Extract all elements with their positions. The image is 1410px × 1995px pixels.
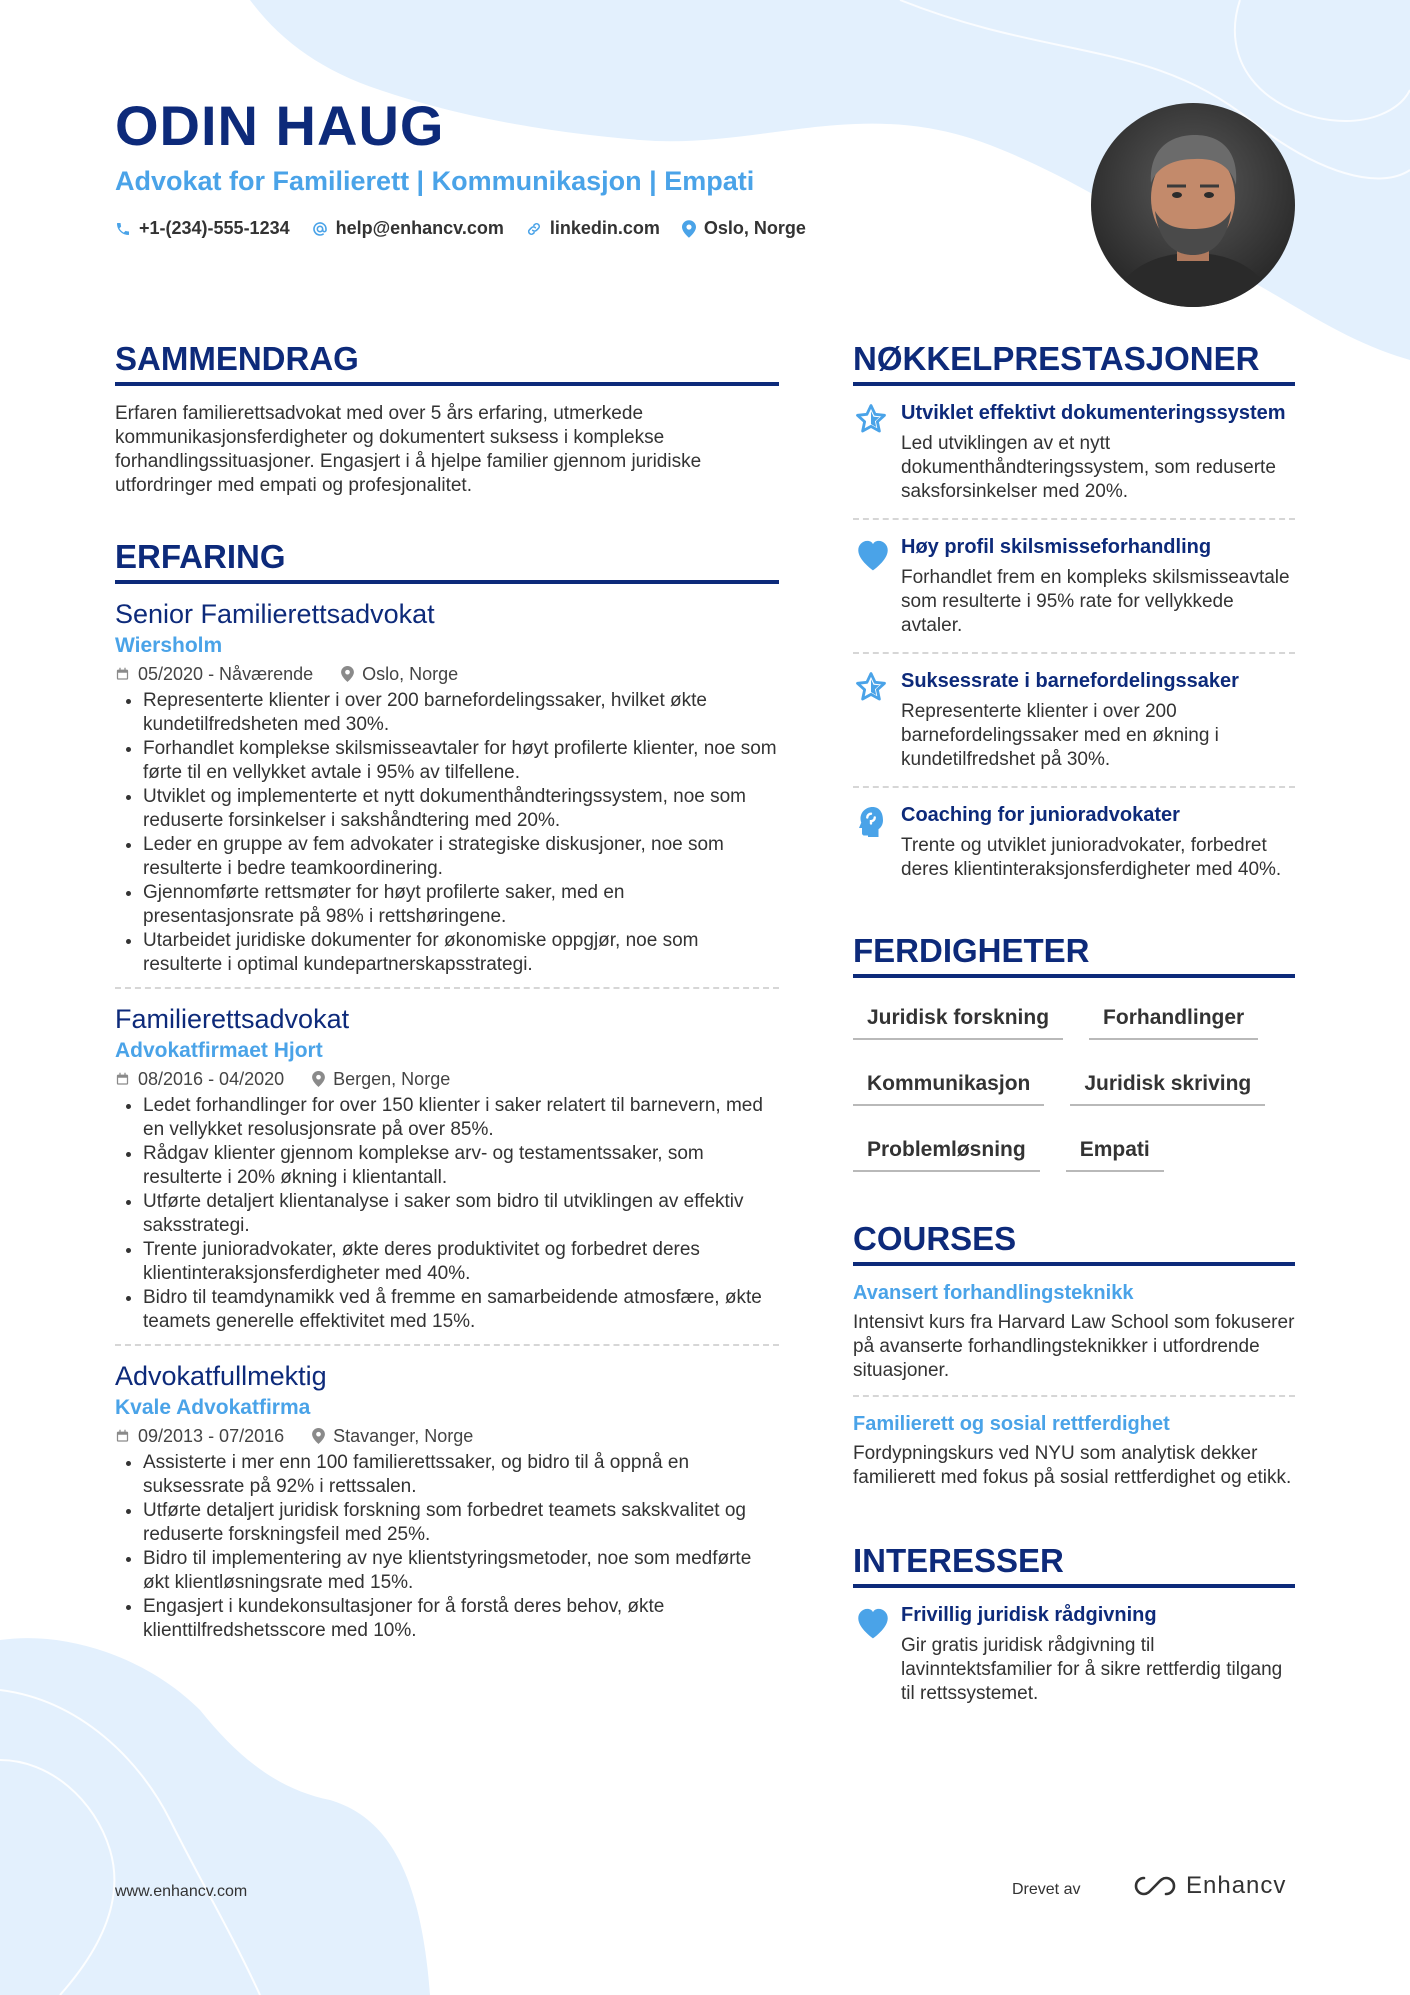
skill-tag: Juridisk skriving bbox=[1070, 1062, 1265, 1106]
location-pin-icon bbox=[341, 666, 354, 682]
achievement-text: Trente og utviklet junioradvokater, forbedret deres klientinteraksjonsferdigheter med 40%. bbox=[901, 834, 1282, 880]
achievement-item bbox=[853, 788, 1295, 896]
job-bullet: • Utarbeidet juridiske dokumenter for økonomiske oppgjør, noe som resulterte i optimal kundepartnerskapsstrategi. bbox=[143, 929, 779, 977]
experience-section bbox=[115, 538, 779, 1653]
job-dates: 08/2016 - 04/2020 bbox=[138, 1068, 285, 1089]
at-icon bbox=[312, 221, 328, 237]
location-pin-icon bbox=[312, 1428, 325, 1444]
skill-tag: Kommunikasjon bbox=[853, 1062, 1044, 1106]
heart-icon bbox=[853, 536, 893, 572]
job-bullet: • Bidro til teamdynamikk ved å fremme en samarbeidende atmosfære, økte teamets generelle effektivitet med 15%. bbox=[143, 1286, 779, 1334]
candidate-name: ODIN HAUG bbox=[115, 94, 445, 157]
achievement-text: Forhandlet frem en kompleks skilsmisseavtale som resulterte i 95% rate for vellykkede avtaler. bbox=[901, 566, 1290, 636]
job-meta bbox=[115, 1069, 779, 1090]
achievement-item bbox=[853, 386, 1295, 520]
skill-tag: Problemløsning bbox=[853, 1128, 1040, 1172]
achievement-title: Utviklet effektivt dokumenteringssystem bbox=[901, 401, 1286, 424]
achievement-title: Coaching for junioradvokater bbox=[901, 803, 1180, 826]
job-role: Advokatfullmektig bbox=[115, 1360, 327, 1391]
summary-section bbox=[115, 340, 779, 498]
job-meta bbox=[115, 1426, 779, 1447]
job-location: Bergen, Norge bbox=[333, 1068, 451, 1089]
enhancv-logo-icon bbox=[1132, 1874, 1178, 1898]
job-bullets bbox=[115, 1451, 779, 1643]
job-bullet: • Rådgav klienter gjennom komplekse arv- og testamentssaker, som resulterte i 20% økning i klientantall. bbox=[143, 1142, 779, 1190]
heart-icon bbox=[853, 1604, 893, 1640]
course-item bbox=[853, 1397, 1295, 1502]
skill-tag: Forhandlinger bbox=[1089, 996, 1258, 1040]
achievement-title: Suksessrate i barnefordelingssaker bbox=[901, 669, 1239, 692]
job-bullets bbox=[115, 1094, 779, 1334]
interest-title: Frivillig juridisk rådgivning bbox=[901, 1603, 1157, 1626]
job-location: Stavanger, Norge bbox=[333, 1425, 474, 1446]
headline: Advokat for Familierett | Kommunikasjon | Empati bbox=[115, 166, 755, 196]
skills-title: FERDIGHETER bbox=[853, 932, 1295, 978]
interests-section bbox=[853, 1542, 1295, 1720]
interests-title: INTERESSER bbox=[853, 1542, 1295, 1588]
linkedin-text: linkedin.com bbox=[549, 218, 660, 238]
course-title: Avansert forhandlingsteknikk bbox=[853, 1281, 1134, 1304]
courses-title: COURSES bbox=[853, 1220, 1295, 1266]
summary-title: SAMMENDRAG bbox=[115, 340, 779, 386]
phone-icon bbox=[115, 221, 131, 237]
job-dates: 05/2020 - Nåværende bbox=[138, 663, 314, 684]
job-company: Kvale Advokatfirma bbox=[115, 1395, 311, 1419]
job-bullet: • Utviklet og implementerte et nytt dokumenthåndteringssystem, noe som reduserte forsinkelser i sakshåndtering med 20%. bbox=[143, 785, 779, 833]
job-bullet: • Trente junioradvokater, økte deres produktivitet og forbedret deres klientinteraksjonsferdigheter med 40%. bbox=[143, 1238, 779, 1286]
experience-title: ERFARING bbox=[115, 538, 779, 584]
footer-powered-by: Drevet av bbox=[1012, 1881, 1081, 1898]
contact-location bbox=[682, 218, 806, 239]
job-bullets bbox=[115, 689, 779, 977]
footer-url[interactable]: www.enhancv.com bbox=[115, 1883, 248, 1900]
achievement-text: Representerte klienter i over 200 barnefordelingssaker med en økning i kundetilfredshet på 30%. bbox=[901, 700, 1219, 770]
courses-section bbox=[853, 1220, 1295, 1502]
skills-list bbox=[853, 996, 1295, 1194]
star-icon bbox=[853, 670, 889, 704]
job-bullet: • Representerte klienter i over 200 barnefordelingssaker, hvilket økte kundetilfredsheten med 30%. bbox=[143, 689, 779, 737]
job-bullet: • Gjennomførte rettsmøter for høyt profilerte saker, med en presentasjonsrate på 98% i rettshøringene. bbox=[143, 881, 779, 929]
job-company: Advokatfirmaet Hjort bbox=[115, 1038, 323, 1062]
job-bullet: • Ledet forhandlinger for over 150 klienter i saker relatert til barnevern, med en vellykket resolusjonsrate på over 85%. bbox=[143, 1094, 779, 1142]
job-entry bbox=[115, 1003, 779, 1346]
job-entry bbox=[115, 1360, 779, 1653]
achievement-item bbox=[853, 654, 1295, 788]
profile-photo bbox=[1091, 103, 1295, 307]
head-icon bbox=[853, 804, 889, 840]
interest-item bbox=[853, 1588, 1295, 1720]
enhancv-logo[interactable] bbox=[1132, 1872, 1286, 1900]
link-icon bbox=[526, 221, 542, 237]
job-dates: 09/2013 - 07/2016 bbox=[138, 1425, 285, 1446]
course-title: Familierett og sosial rettferdighet bbox=[853, 1412, 1170, 1435]
achievements-section bbox=[853, 340, 1295, 896]
interest-text: Gir gratis juridisk rådgivning til lavinntektsfamilier for å sikre rettferdig tilgang til rettssystemet. bbox=[901, 1634, 1283, 1704]
email-text: help@enhancv.com bbox=[335, 218, 504, 238]
enhancv-brand: Enhancv bbox=[1186, 1872, 1287, 1899]
achievement-text: Led utviklingen av et nytt dokumenthåndteringssystem, som reduserte saksforsinkelser med 20%. bbox=[901, 432, 1276, 502]
job-bullet: • Forhandlet komplekse skilsmisseavtaler for høyt profilerte klienter, noe som førte til en vellykket avtale i 95% av tilfellene. bbox=[143, 737, 779, 785]
achievement-item bbox=[853, 520, 1295, 654]
job-company: Wiersholm bbox=[115, 633, 223, 657]
star-icon bbox=[853, 402, 889, 436]
phone-text: +1-(234)-555-1234 bbox=[139, 218, 290, 238]
contact-linkedin[interactable] bbox=[526, 218, 660, 239]
location-pin-icon bbox=[682, 220, 696, 238]
summary-text: Erfaren familierettsadvokat med over 5 års erfaring, utmerkede kommunikasjonsferdigheter og dokumentert suksess i komplekse forhandlingssituasjoner. Engasjert i å hjelpe familier gjennom juridiske utfordringer med empati og profesjonalitet. bbox=[115, 402, 702, 496]
job-bullet: • Utførte detaljert juridisk forskning som forbedret teamets sakskvalitet og reduserte forskningsfeil med 25%. bbox=[143, 1499, 779, 1547]
location-text: Oslo, Norge bbox=[703, 218, 806, 238]
job-meta bbox=[115, 664, 779, 685]
course-item bbox=[853, 1266, 1295, 1397]
contact-bar bbox=[115, 218, 828, 239]
skills-section bbox=[853, 932, 1295, 1194]
job-bullet: • Assisterte i mer enn 100 familierettssaker, og bidro til å oppnå en suksessrate på 92% i rettssalen. bbox=[143, 1451, 779, 1499]
course-text: Intensivt kurs fra Harvard Law School som fokuserer på avanserte forhandlingsteknikker i utfordrende situasjoner. bbox=[853, 1311, 1295, 1381]
calendar-icon bbox=[115, 1428, 130, 1444]
calendar-icon bbox=[115, 666, 130, 682]
contact-phone[interactable] bbox=[115, 218, 290, 239]
job-bullet: • Leder en gruppe av fem advokater i strategiske diskusjoner, noe som resulterte i bedre teamkoordinering. bbox=[143, 833, 779, 881]
job-role: Familierettsadvokat bbox=[115, 1003, 350, 1034]
location-pin-icon bbox=[312, 1071, 325, 1087]
job-bullet: • Utførte detaljert klientanalyse i saker som bidro til utviklingen av effektiv saksstrategi. bbox=[143, 1190, 779, 1238]
course-text: Fordypningskurs ved NYU som analytisk dekker familierett med fokus på sosial rettferdighet og etikk. bbox=[853, 1442, 1292, 1488]
job-role: Senior Familierettsadvokat bbox=[115, 598, 435, 629]
calendar-icon bbox=[115, 1071, 130, 1087]
job-location: Oslo, Norge bbox=[362, 663, 459, 684]
skill-tag: Empati bbox=[1066, 1128, 1164, 1172]
skill-tag: Juridisk forskning bbox=[853, 996, 1063, 1040]
achievements-title: NØKKELPRESTASJONER bbox=[853, 340, 1295, 386]
achievement-title: Høy profil skilsmisseforhandling bbox=[901, 535, 1212, 558]
job-bullet: • Engasjert i kundekonsultasjoner for å forstå deres behov, økte klienttilfredshetsscore med 10%. bbox=[143, 1595, 779, 1643]
job-entry bbox=[115, 598, 779, 989]
job-bullet: • Bidro til implementering av nye klientstyringsmetoder, noe som medførte økt klientløsningsrate med 15%. bbox=[143, 1547, 779, 1595]
contact-email[interactable] bbox=[312, 218, 504, 239]
